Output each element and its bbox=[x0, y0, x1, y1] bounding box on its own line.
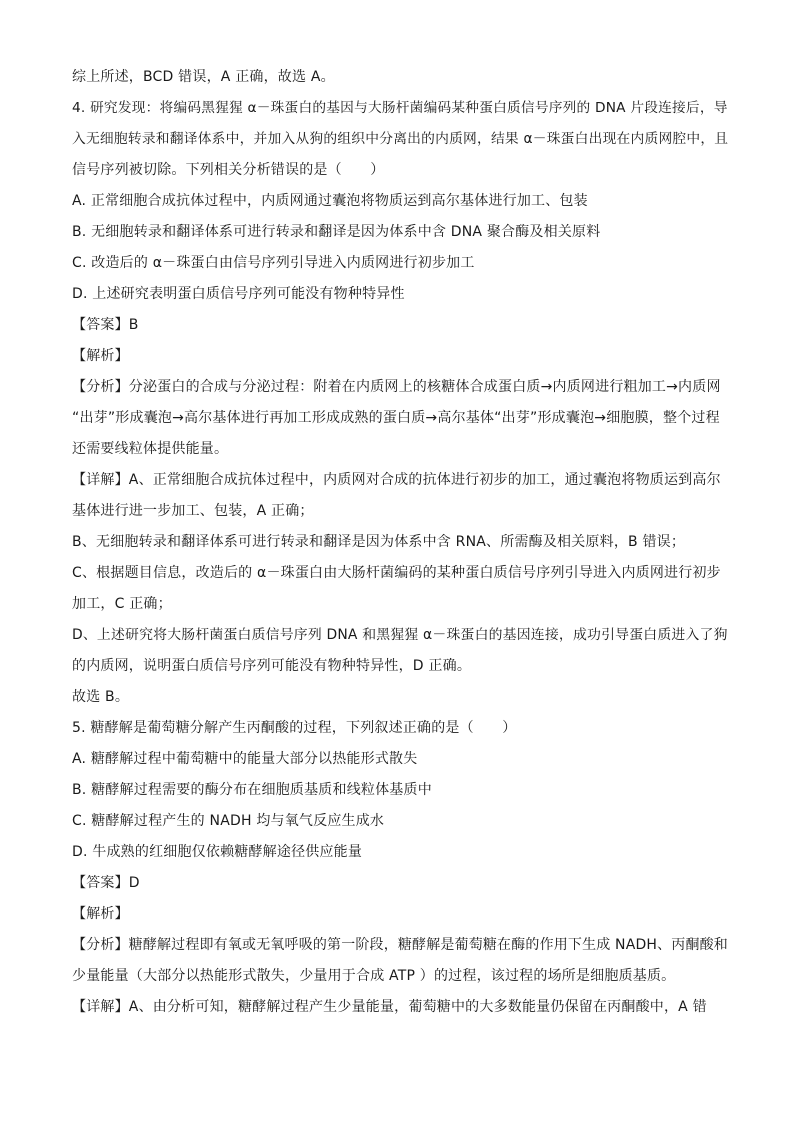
analysis-text: “出芽”形成囊泡→高尔基体进行再加工形成成熟的蛋白质→高尔基体“出芽”形成囊泡→细胞膜，整个过程 bbox=[72, 410, 720, 426]
question-4-stem: 信号序列被切除。下列相关分析错误的是（ ） bbox=[72, 162, 385, 178]
document-page bbox=[72, 62, 728, 1023]
question-5-stem: 5. 糖酵解是葡萄糖分解产生丙酮酸的过程，下列叙述正确的是（ ） bbox=[72, 720, 517, 736]
analysis-text: 少量能量（大部分以热能形式散失，少量用于合成 ATP ）的过程，该过程的场所是细胞质基质。 bbox=[72, 968, 676, 984]
text-line: 综上所述，BCD 错误，A 正确，故选 A。 bbox=[72, 69, 335, 85]
analysis-text: 【分析】分泌蛋白的合成与分泌过程：附着在内质网上的核糖体合成蛋白质→内质网进行粗加工→内质网 bbox=[72, 379, 721, 395]
conclusion-text: 故选 B。 bbox=[72, 689, 130, 705]
question-4-option-a: A. 正常细胞合成抗体过程中，内质网通过囊泡将物质运到高尔基体进行加工、包装 bbox=[72, 193, 588, 209]
detail-text: 加工，C 正确； bbox=[72, 596, 172, 612]
explanation-label: 【解析】 bbox=[72, 906, 129, 922]
question-5-option-c: C. 糖酵解过程产生的 NADH 均与氧气反应生成水 bbox=[72, 813, 385, 829]
detail-text: B、无细胞转录和翻译体系可进行转录和翻译是因为体系中含 RNA、所需酶及相关原料，B 错误； bbox=[72, 534, 686, 550]
question-5-option-d: D. 牛成熟的红细胞仅依赖糖酵解途径供应能量 bbox=[72, 844, 363, 860]
analysis-text: 【分析】糖酵解过程即有氧或无氧呼吸的第一阶段，糖酵解是葡萄糖在酶的作用下生成 NADH、丙酮酸和 bbox=[72, 937, 728, 953]
detail-text: 的内质网，说明蛋白质信号序列可能没有物种特异性，D 正确。 bbox=[72, 658, 472, 674]
question-4-option-c: C. 改造后的 α－珠蛋白由信号序列引导进入内质网进行初步加工 bbox=[72, 255, 475, 271]
answer-label: 【答案】B bbox=[72, 317, 139, 333]
explanation-label: 【解析】 bbox=[72, 348, 129, 364]
question-5-option-a: A. 糖酵解过程中葡萄糖中的能量大部分以热能形式散失 bbox=[72, 751, 418, 767]
analysis-text: 还需要线粒体提供能量。 bbox=[72, 441, 229, 457]
question-4-stem: 4. 研究发现：将编码黑猩猩 α－珠蛋白的基因与大肠杆菌编码某种蛋白质信号序列的 DNA 片段连接后，导 bbox=[72, 100, 728, 116]
detail-text: 【详解】A、由分析可知，糖酵解过程产生少量能量，葡萄糖中的大多数能量仍保留在丙酮酸中，A 错 bbox=[72, 999, 707, 1015]
detail-text: 【详解】A、正常细胞合成抗体过程中，内质网对合成的抗体进行初步的加工，通过囊泡将物质运到高尔 bbox=[72, 472, 721, 488]
answer-label: 【答案】D bbox=[72, 875, 140, 891]
detail-text: D、上述研究将大肠杆菌蛋白质信号序列 DNA 和黑猩猩 α－珠蛋白的基因连接，成功引导蛋白质进入了狗 bbox=[72, 627, 728, 643]
question-4-option-b: B. 无细胞转录和翻译体系可进行转录和翻译是因为体系中含 DNA 聚合酶及相关原料 bbox=[72, 224, 601, 240]
question-5-option-b: B. 糖酵解过程需要的酶分布在细胞质基质和线粒体基质中 bbox=[72, 782, 432, 798]
question-4-option-d: D. 上述研究表明蛋白质信号序列可能没有物种特异性 bbox=[72, 286, 405, 302]
question-4-stem: 入无细胞转录和翻译体系中，并加入从狗的组织中分离出的内质网，结果 α－珠蛋白出现在内质网腔中，且 bbox=[72, 131, 729, 147]
detail-text: C、根据题目信息，改造后的 α－珠蛋白由大肠杆菌编码的某种蛋白质信号序列引导进入内质网进行初步 bbox=[72, 565, 721, 581]
detail-text: 基体进行进一步加工、包装，A 正确； bbox=[72, 503, 314, 519]
